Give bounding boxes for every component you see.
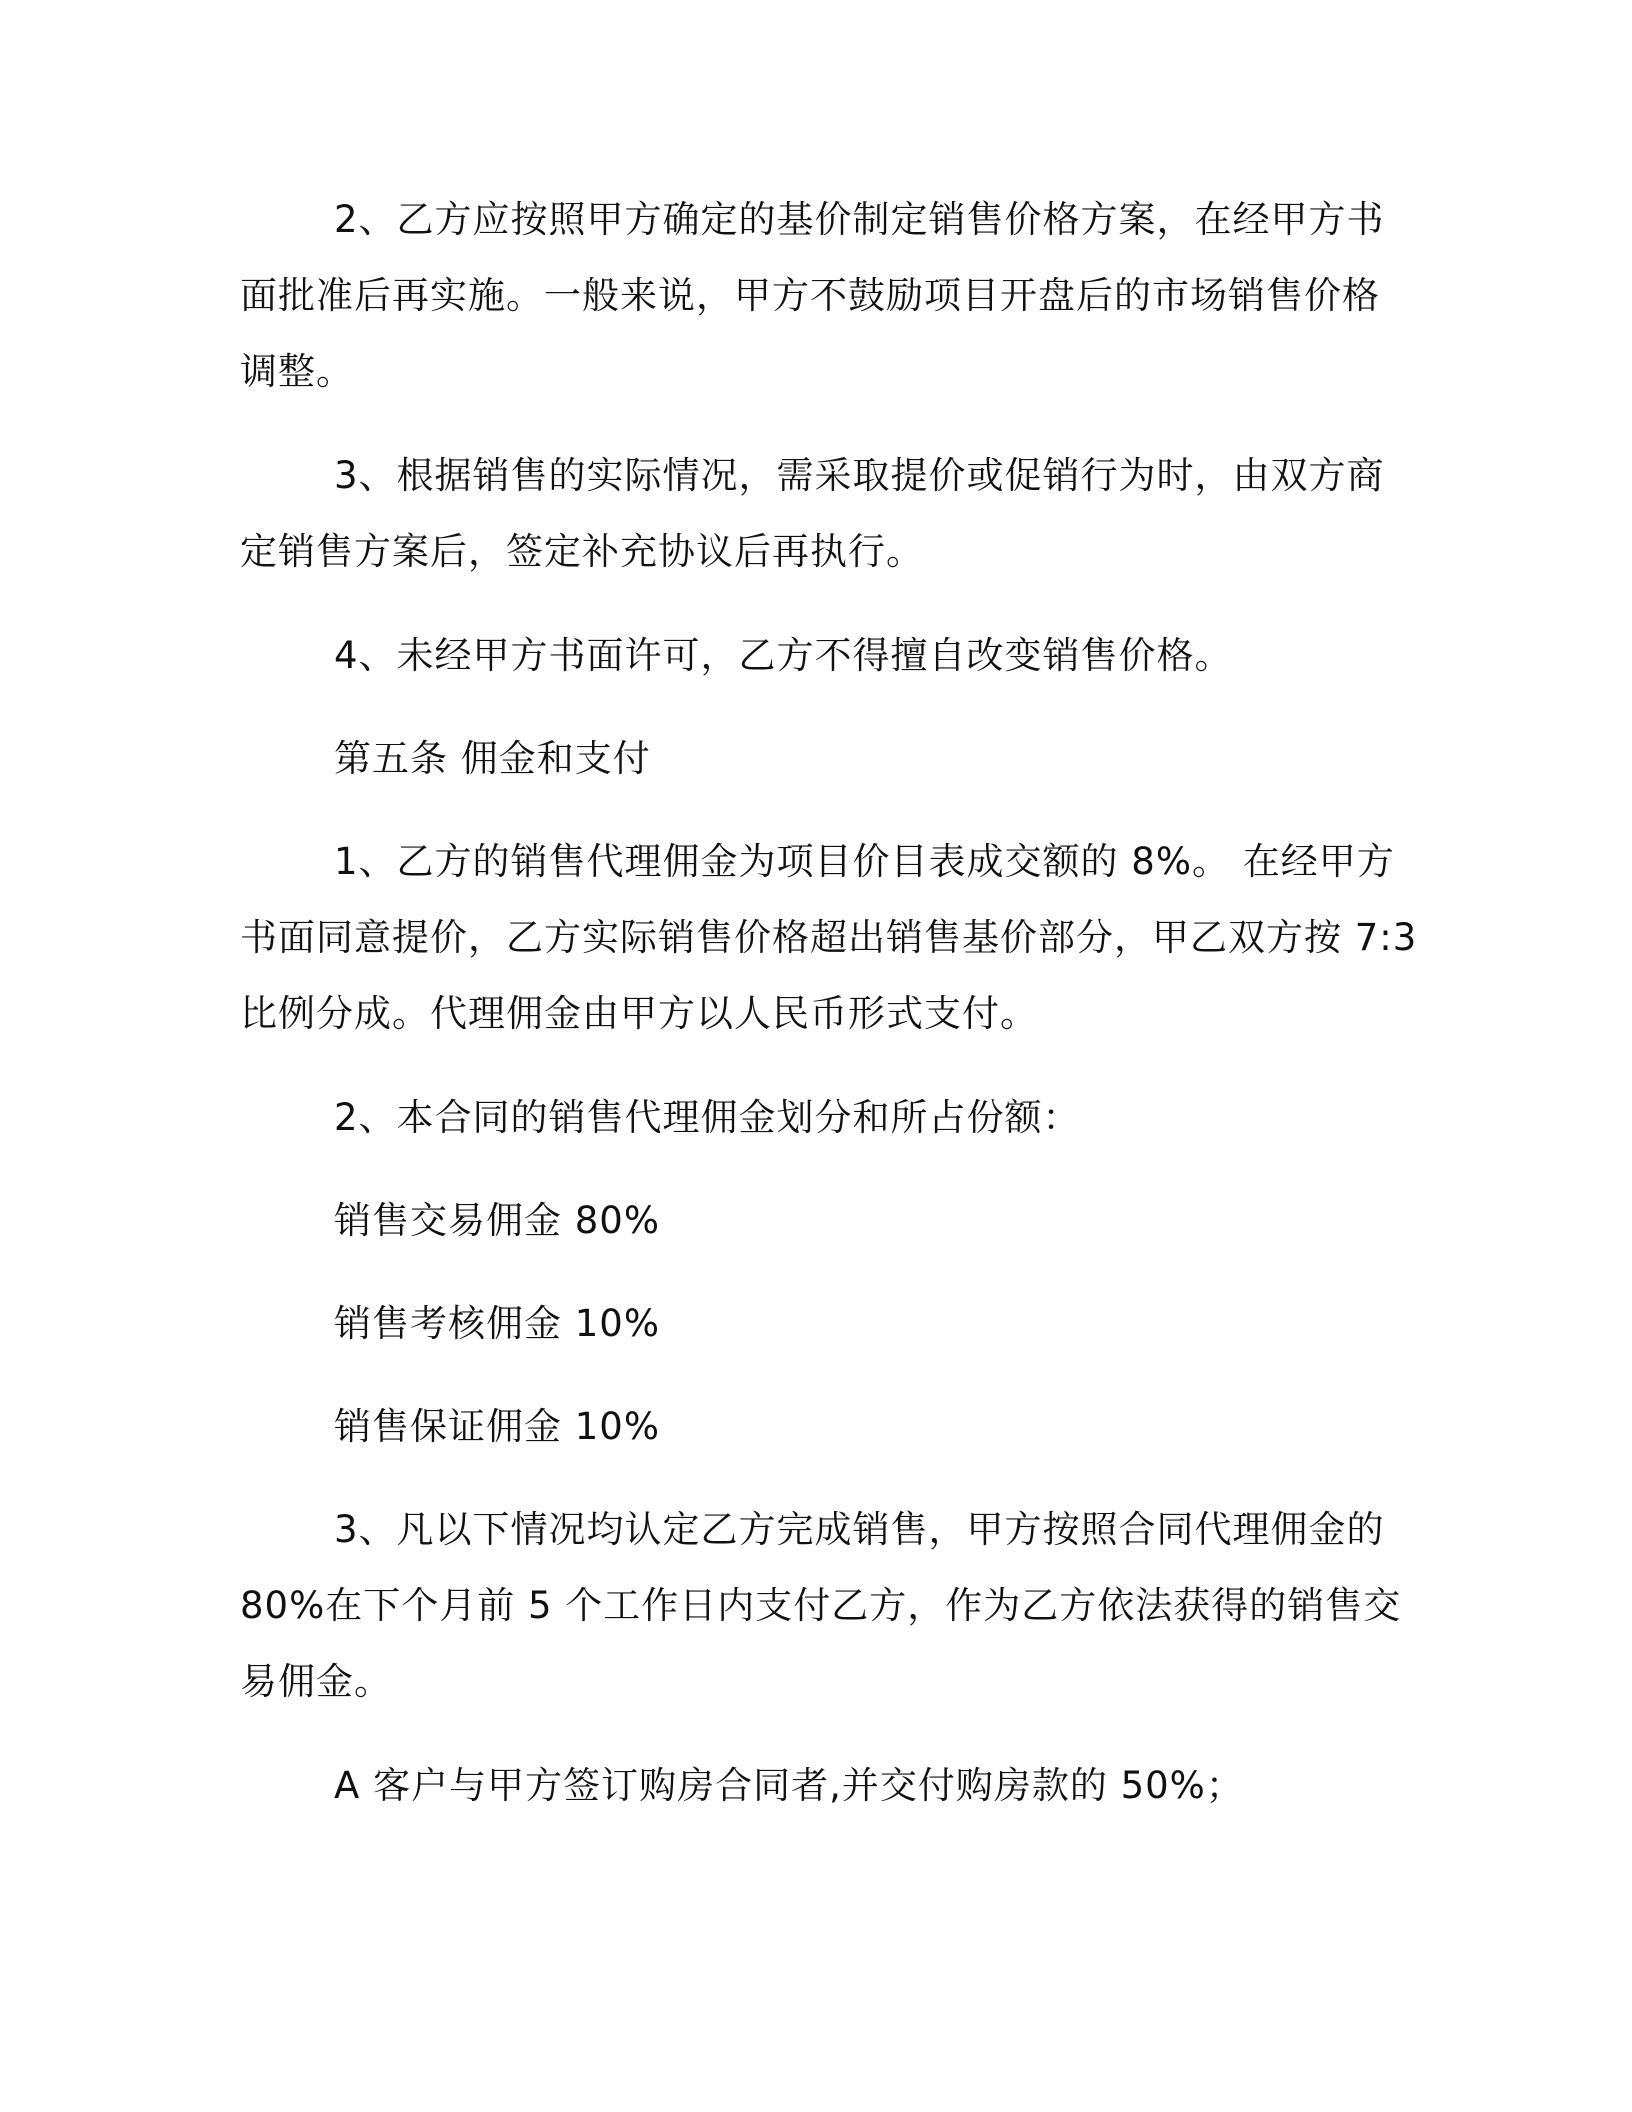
commission-item-assessment: 销售考核佣金 10% [334,1302,660,1345]
article-5-heading: 第五条 佣金和支付 [334,737,651,780]
clause-2-line-2: 面批准后再实施。一般来说，甲方不鼓励项目开盘后的市场销售价格 [240,274,1380,317]
clause-2-line-3: 调整。 [240,350,354,393]
clause-3-line-1: 3、根据销售的实际情况，需采取提价或促销行为时，由双方商 [334,454,1385,497]
clause-2-line-1: 2、乙方应按照甲方确定的基价制定销售价格方案，在经甲方书 [334,198,1385,241]
article-5-clause-3-line-1: 3、凡以下情况均认定乙方完成销售，甲方按照合同代理佣金的 [334,1508,1385,1551]
clause-3-line-2: 定销售方案后，签定补充协议后再执行。 [240,530,924,573]
article-5-clause-3-line-3: 易佣金。 [240,1660,392,1703]
article-5-clause-3-line-2: 80%在下个月前 5 个工作日内支付乙方，作为乙方依法获得的销售交 [240,1584,1402,1627]
condition-a-line: A 客户与甲方签订购房合同者,并交付购房款的 50%； [334,1764,1244,1807]
commission-item-transaction: 销售交易佣金 80% [334,1199,660,1242]
commission-item-guarantee: 销售保证佣金 10% [334,1405,660,1448]
article-5-clause-1-line-2: 书面同意提价，乙方实际销售价格超出销售基价部分，甲乙双方按 7:3 [240,916,1418,959]
article-5-clause-2-line-1: 2、本合同的销售代理佣金划分和所占份额： [334,1096,1081,1139]
clause-4-line-1: 4、未经甲方书面许可，乙方不得擅自改变销售价格。 [334,634,1233,677]
article-5-clause-1-line-3: 比例分成。代理佣金由甲方以人民币形式支付。 [240,992,1038,1035]
article-5-clause-1-line-1: 1、乙方的销售代理佣金为项目价目表成交额的 8%。 在经甲方 [334,840,1395,883]
